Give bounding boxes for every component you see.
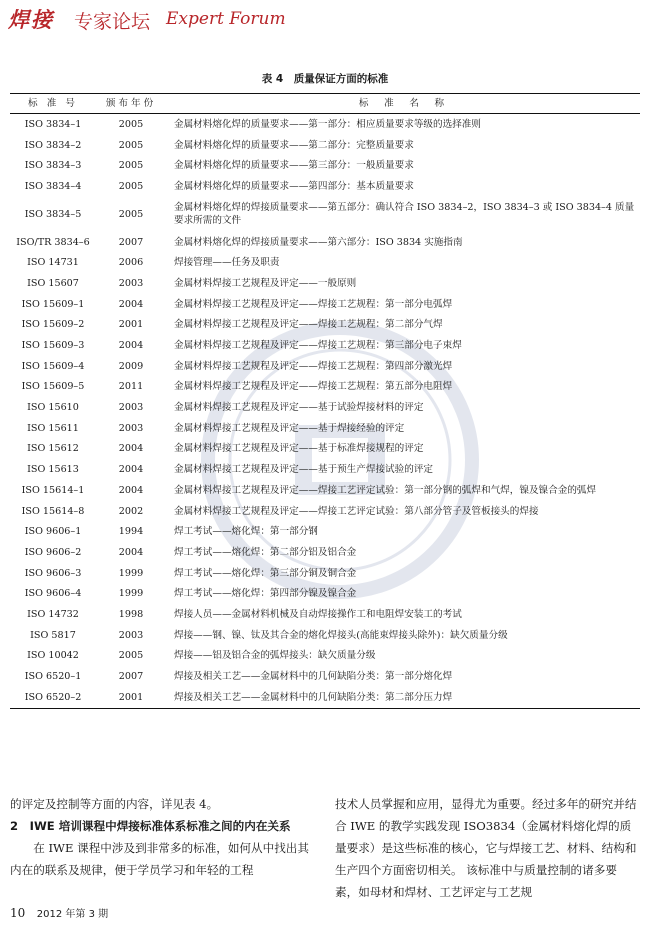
standard-number: ISO 15611 (27, 422, 79, 434)
standard-number: ISO 15609–3 (21, 340, 85, 352)
standard-number: ISO 15614–8 (21, 505, 85, 517)
standard-name: 金属材料焊接工艺规程及评定——基于试验焊接材料的评定 (174, 402, 424, 414)
table-row (10, 315, 640, 336)
table-row (10, 397, 640, 418)
standard-number: ISO 6520–1 (24, 671, 82, 683)
standard-number: ISO/TR 3834–6 (16, 236, 90, 248)
release-year: 2003 (118, 629, 144, 641)
release-year: 2005 (118, 160, 144, 172)
release-year: 1994 (118, 526, 144, 538)
standard-number: ISO 5817 (30, 629, 76, 641)
release-year: 2004 (118, 484, 144, 496)
table-row (10, 501, 640, 522)
table-row (10, 155, 640, 176)
standard-name: 金属材料焊接工艺规程及评定——焊接工艺规程：第二部分气焊 (174, 319, 443, 331)
standard-name: 金属材料焊接工艺规程及评定——基于预生产焊接试验的评定 (174, 464, 434, 476)
table-row (10, 273, 640, 294)
col-header-name: 标 准 名 称 (166, 94, 640, 114)
standard-name: 焊接及相关工艺——金属材料中的几何缺陷分类：第二部分压力焊 (166, 687, 640, 708)
standard-number: ISO 9606–2 (24, 546, 82, 558)
standard-number: ISO 9606–4 (24, 588, 82, 600)
table-row (10, 197, 640, 232)
table-row (10, 335, 640, 356)
standard-name: 金属材料焊接工艺规程及评定——一般原则 (174, 277, 357, 289)
page-number: 10 (10, 906, 26, 920)
standard-number: ISO 3834–5 (24, 208, 82, 220)
release-year: 2001 (118, 319, 144, 331)
table-row (10, 439, 640, 460)
release-year: 2009 (118, 360, 144, 372)
table-header-row (10, 94, 640, 114)
table-row (10, 114, 640, 135)
standard-number: ISO 9606–1 (24, 526, 82, 538)
standard-number: ISO 15609–4 (21, 360, 85, 372)
standard-name: 金属材料焊接工艺规程及评定——焊接工艺评定试验：第一部分钢的弧焊和气焊，镍及镍合金的弧焊 (174, 484, 597, 496)
standard-name: 焊接——铝及铝合金的弧焊接头：缺欠质量分级 (174, 650, 376, 662)
standard-number: ISO 15609–2 (21, 319, 85, 331)
standard-name: 金属材料焊接工艺规程及评定——基于标准焊接规程的评定 (174, 443, 424, 455)
table-row (10, 459, 640, 480)
standard-name: 焊工考试——熔化焊：第三部分铜及铜合金 (174, 567, 357, 579)
table-row (10, 604, 640, 625)
table-row (10, 356, 640, 377)
paragraph-intro: 在 IWE 课程中涉及到非常多的标准，如何从中找出其内在的联系及规律，便于学员学习和年轻的工程 (10, 841, 309, 877)
table-row (10, 252, 640, 273)
section-heading: 2 IWE 培训课程中焊接标准体系标准之间的内在关系 (10, 819, 291, 833)
standard-name: 金属材料熔化焊的质量要求——第二部分：完整质量要求 (174, 139, 414, 151)
standard-number: ISO 15614–1 (21, 484, 85, 496)
release-year: 2005 (118, 208, 144, 220)
release-year: 2005 (118, 180, 144, 192)
release-year: 2005 (118, 118, 144, 130)
table-caption: 表 4 质量保证方面的标准 (261, 73, 389, 85)
standard-number: ISO 6520–2 (10, 687, 96, 708)
table-row (10, 377, 640, 398)
table-row (10, 646, 640, 667)
standard-name: 金属材料焊接工艺规程及评定——焊接工艺规程：第三部分电子束焊 (174, 340, 462, 352)
standard-name: 金属材料焊接工艺规程及评定——基于焊接经验的评定 (174, 422, 405, 434)
standard-name: 焊接管理——任务及职责 (174, 257, 280, 269)
table-row (10, 666, 640, 687)
standard-name: 焊接——钢、镍、钛及其合金的熔化焊接头(高能束焊接头除外)：缺欠质量分级 (174, 629, 508, 641)
standard-number: ISO 15607 (27, 277, 79, 289)
standard-name: 金属材料焊接工艺规程及评定——焊接工艺规程：第四部分激光焊 (174, 360, 453, 372)
table-row (10, 563, 640, 584)
standard-name: 焊接人员——金属材料机械及自动焊接操作工和电阻焊安装工的考试 (174, 608, 462, 620)
table-row (10, 687, 640, 708)
standard-number: ISO 3834–3 (24, 160, 82, 172)
release-year: 1999 (118, 567, 144, 579)
release-year: 2007 (118, 236, 144, 248)
release-year: 2001 (96, 687, 166, 708)
col-header-number: 标 准 号 (10, 94, 96, 114)
table-row (10, 135, 640, 156)
standard-number: ISO 15609–1 (21, 298, 85, 310)
standard-number: ISO 15613 (27, 464, 79, 476)
standard-name: 金属材料熔化焊的质量要求——第四部分：基本质量要求 (174, 180, 414, 192)
body-column-left (10, 793, 315, 881)
standard-number: ISO 15612 (27, 443, 79, 455)
standard-name: 金属材料焊接工艺规程及评定——焊接工艺规程：第一部分电弧焊 (174, 298, 453, 310)
release-year: 2005 (118, 139, 144, 151)
standard-number: ISO 15609–5 (21, 381, 85, 393)
standard-name: 焊工考试——熔化焊：第一部分钢 (174, 526, 318, 538)
section-title-cn: 专家论坛 (74, 11, 151, 33)
table-body (10, 114, 640, 709)
section-title-en: Expert Forum (166, 9, 286, 29)
standard-number: ISO 3834–4 (24, 180, 82, 192)
release-year: 2011 (118, 381, 144, 393)
release-year: 2003 (118, 277, 144, 289)
table-row (10, 583, 640, 604)
table-row (10, 294, 640, 315)
standard-name: 金属材料熔化焊的焊接质量要求——第六部分：ISO 3834 实施指南 (174, 236, 463, 248)
standard-number: ISO 10042 (27, 650, 79, 662)
table-row (10, 418, 640, 439)
issue-label: 2012 年第 3 期 (36, 909, 109, 920)
page-footer (10, 905, 108, 920)
table-row (10, 232, 640, 253)
standard-number: ISO 14732 (27, 608, 79, 620)
release-year: 2007 (118, 671, 144, 683)
page-header (8, 4, 642, 34)
standard-number: ISO 15610 (27, 402, 79, 414)
table-row (10, 625, 640, 646)
release-year: 2004 (118, 443, 144, 455)
release-year: 2004 (118, 340, 144, 352)
col-header-year: 颁布年份 (96, 94, 166, 114)
table-row (10, 176, 640, 197)
release-year: 1999 (118, 588, 144, 600)
release-year: 2006 (118, 257, 144, 269)
release-year: 2002 (118, 505, 144, 517)
release-year: 2005 (118, 650, 144, 662)
journal-logo: 焊接 (8, 7, 54, 32)
standard-number: ISO 3834–2 (24, 139, 82, 151)
table-row (10, 480, 640, 501)
standard-name: 焊接及相关工艺——金属材料中的几何缺陷分类：第一部分熔化焊 (174, 671, 453, 683)
standard-name: 金属材料熔化焊的焊接质量要求——第五部分：确认符合 ISO 3834–2，ISO 3834–3 或 ISO 3834–4 质量要求所需的文件 (174, 202, 635, 227)
table-row (10, 521, 640, 542)
body-column-right (335, 793, 640, 903)
release-year: 2003 (118, 422, 144, 434)
standard-name: 焊工考试——熔化焊：第四部分镍及镍合金 (174, 588, 357, 600)
release-year: 2004 (118, 464, 144, 476)
standard-number: ISO 14731 (27, 257, 79, 269)
standard-name: 金属材料焊接工艺规程及评定——焊接工艺评定试验：第八部分管子及管板接头的焊接 (174, 505, 539, 517)
standards-table (10, 93, 640, 709)
paragraph-continuation: 的评定及控制等方面的内容，详见表 4。 (10, 797, 219, 811)
standard-name: 金属材料熔化焊的质量要求——第三部分：一般质量要求 (174, 160, 414, 172)
table-row (10, 542, 640, 563)
standard-name: 金属材料焊接工艺规程及评定——焊接工艺规程：第五部分电阻焊 (174, 381, 453, 393)
standard-name: 焊工考试——熔化焊：第二部分铝及铝合金 (174, 546, 357, 558)
release-year: 2004 (118, 298, 144, 310)
release-year: 2004 (118, 546, 144, 558)
paragraph-right: 技术人员掌握和应用，显得尤为重要。经过多年的研究并结合 IWE 的教学实践发现 ISO3834（金属材料熔化焊的质量要求）是这些标准的核心，它与焊接工艺、材料、结构和生产四个方面密切相关。 该标准中与质量控制的诸多要素，如母材和焊材、工艺评定与工艺规 (335, 797, 637, 899)
standard-number: ISO 3834–1 (24, 118, 82, 130)
standard-name: 金属材料熔化焊的质量要求——第一部分：相应质量要求等级的选择准则 (174, 118, 481, 130)
release-year: 1998 (118, 608, 144, 620)
release-year: 2003 (118, 402, 144, 414)
standard-number: ISO 9606–3 (24, 567, 82, 579)
